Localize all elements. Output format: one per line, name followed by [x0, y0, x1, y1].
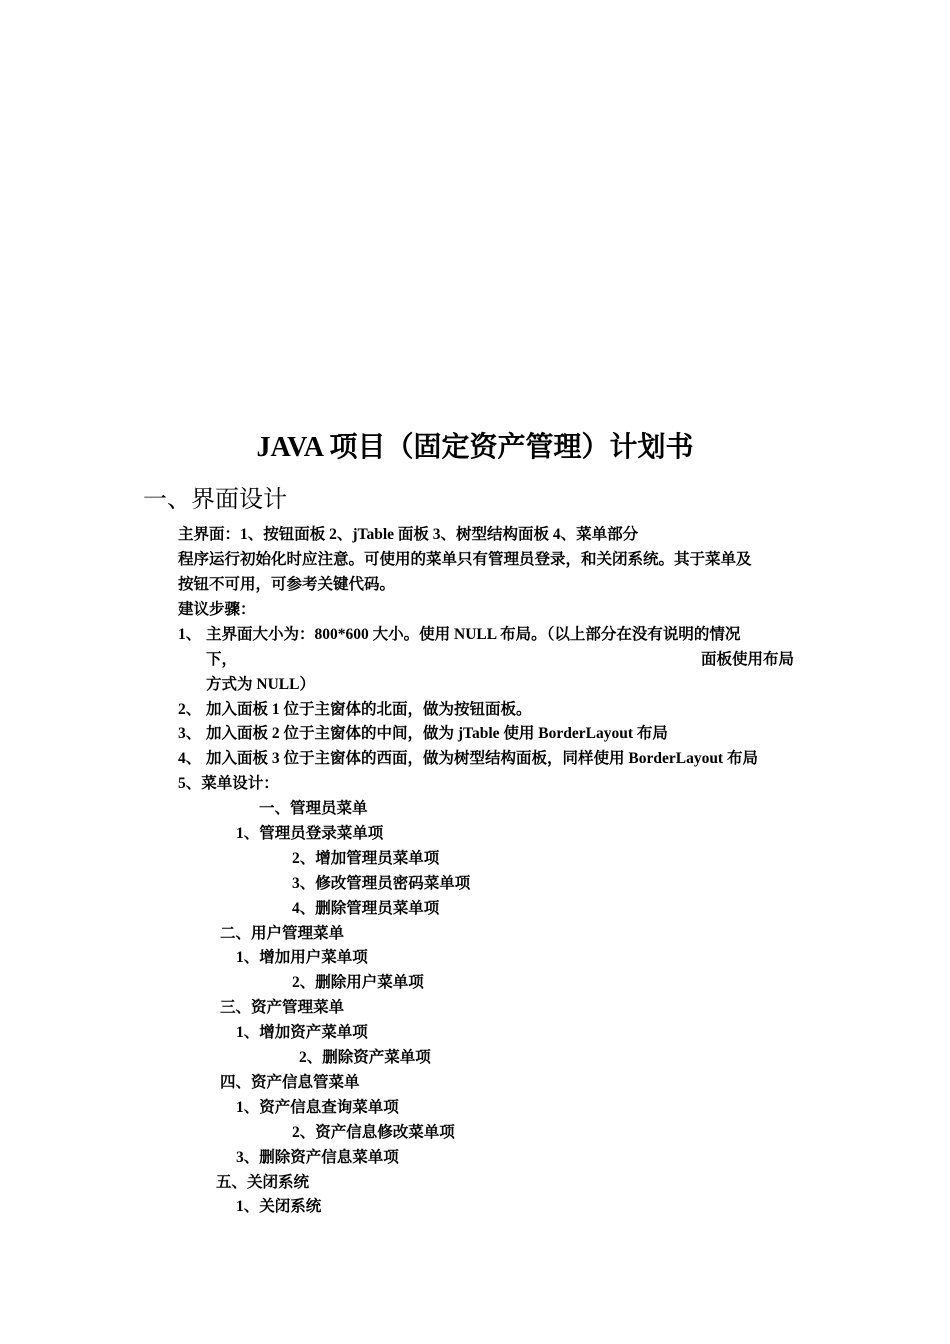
step-number: 2、: [178, 701, 202, 718]
init-note-line-2: 按钮不可用，可参考关键代码。: [178, 576, 396, 593]
menu-user-item: 2、删除用户菜单项: [292, 974, 424, 991]
menu-close-item: 1、关闭系统: [236, 1198, 322, 1215]
step-1-line-1: [178, 623, 740, 647]
menu-user-title: 二、用户管理菜单: [220, 925, 345, 942]
document-title: JAVA 项目（固定资产管理）计划书: [256, 432, 694, 463]
step-3: [178, 722, 668, 746]
menu-admin-item: 1、管理员登录菜单项: [236, 825, 384, 842]
main-ui-line: 主界面：1、按钮面板 2、jTable 面板 3、树型结构面板 4、菜单部分: [178, 526, 639, 543]
section-heading-ui-design: 一、界面设计: [143, 487, 287, 513]
menu-asset-item: 2、删除资产菜单项: [299, 1049, 431, 1066]
step-1-line-3: 方式为 NULL）: [206, 676, 315, 693]
step-text: 主界面大小为：800*600 大小。使用 NULL 布局。（以上部分在没有说明的情况: [206, 626, 741, 643]
menu-design-label: 5、菜单设计：: [178, 775, 279, 792]
step-number: 3、: [178, 725, 202, 742]
menu-asset-info-item: 3、删除资产信息菜单项: [236, 1149, 399, 1166]
init-note-line-1: 程序运行初始化时应注意。可使用的菜单只有管理员登录，和关闭系统。其于菜单及: [178, 551, 752, 568]
menu-asset-title: 三、资产管理菜单: [220, 999, 345, 1016]
menu-admin-item: 4、删除管理员菜单项: [292, 900, 440, 917]
menu-asset-info-item: 1、资产信息查询菜单项: [236, 1099, 399, 1116]
steps-label: 建议步骤：: [178, 601, 256, 618]
menu-admin-item: 2、增加管理员菜单项: [292, 850, 440, 867]
step-2: [178, 698, 532, 722]
menu-admin-title: 一、管理员菜单: [259, 800, 368, 817]
step-1-line-2a: 下，: [206, 651, 238, 668]
step-1-line-2b: 面板使用布局: [701, 651, 795, 668]
step-number: 4、: [178, 750, 202, 767]
step-text: 加入面板 3 位于主窗体的西面，做为树型结构面板，同样使用 BorderLayout 布局: [206, 750, 758, 767]
menu-user-item: 1、增加用户菜单项: [236, 949, 368, 966]
menu-asset-info-item: 2、资产信息修改菜单项: [292, 1124, 455, 1141]
menu-asset-item: 1、增加资产菜单项: [236, 1024, 368, 1041]
step-number: 1、: [178, 626, 202, 643]
menu-asset-info-title: 四、资产信息管菜单: [220, 1074, 360, 1091]
menu-close-title: 五、关闭系统: [216, 1174, 310, 1191]
step-4: [178, 747, 758, 771]
step-text: 加入面板 2 位于主窗体的中间，做为 jTable 使用 BorderLayout 布局: [206, 725, 668, 742]
menu-admin-item: 3、修改管理员密码菜单项: [292, 875, 471, 892]
step-text: 加入面板 1 位于主窗体的北面，做为按钮面板。: [206, 701, 532, 718]
